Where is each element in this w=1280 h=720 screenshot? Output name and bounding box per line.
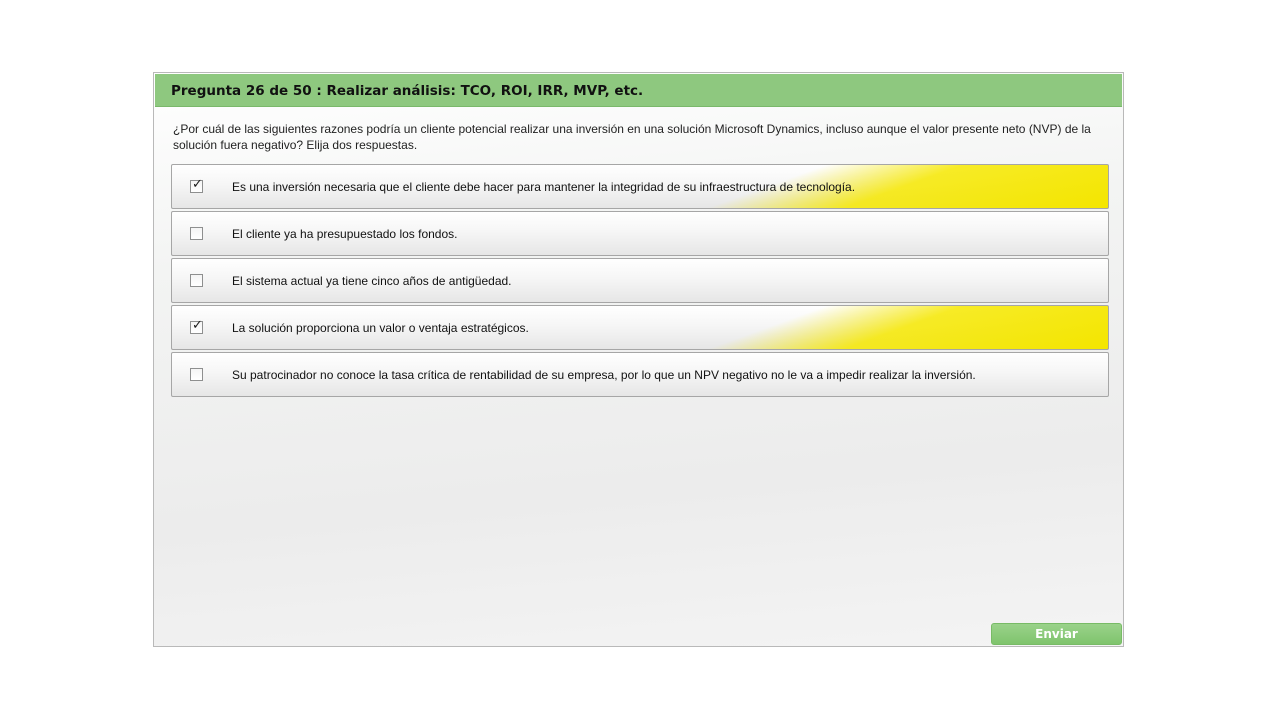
question-title: Pregunta 26 de 50 : Realizar análisis: TCO, ROI, IRR, MVP, etc. (171, 83, 644, 99)
answer-option-1[interactable] (171, 164, 1109, 209)
answer-option-label: El cliente ya ha presupuestado los fondos. (232, 227, 458, 241)
question-prompt: ¿Por cuál de las siguientes razones podría un cliente potencial realizar una inversión en una solución Microsoft Dynamics, incluso aunque el valor presente neto (NVP) de la solución fuera negativo? Elija dos respuestas. (173, 122, 1091, 152)
quiz-window (153, 72, 1124, 647)
answer-option-3[interactable] (171, 258, 1109, 303)
answer-option-label: La solución proporciona un valor o ventaja estratégicos. (232, 321, 529, 335)
answer-option-2[interactable] (171, 211, 1109, 256)
checkmark-icon: ✓ (192, 177, 203, 192)
answer-option-4[interactable] (171, 305, 1109, 350)
answer-option-label: El sistema actual ya tiene cinco años de antigüedad. (232, 274, 512, 288)
question-header (155, 74, 1122, 107)
checkbox[interactable] (190, 368, 203, 381)
checkbox[interactable] (190, 227, 203, 240)
answer-options (171, 164, 1109, 399)
checkbox[interactable] (190, 318, 203, 334)
answer-option-label: Es una inversión necesaria que el cliente debe hacer para mantener la integridad de su infraestructura de tecnología. (232, 180, 856, 194)
answer-option-5[interactable] (171, 352, 1109, 397)
submit-button[interactable]: Enviar (991, 623, 1122, 645)
checkbox[interactable] (190, 274, 203, 287)
answer-option-label: Su patrocinador no conoce la tasa crítica de rentabilidad de su empresa, por lo que un NPV negativo no le va a impedir realizar la inversión. (232, 368, 976, 382)
checkmark-icon: ✓ (192, 318, 203, 333)
checkbox[interactable] (190, 177, 203, 193)
